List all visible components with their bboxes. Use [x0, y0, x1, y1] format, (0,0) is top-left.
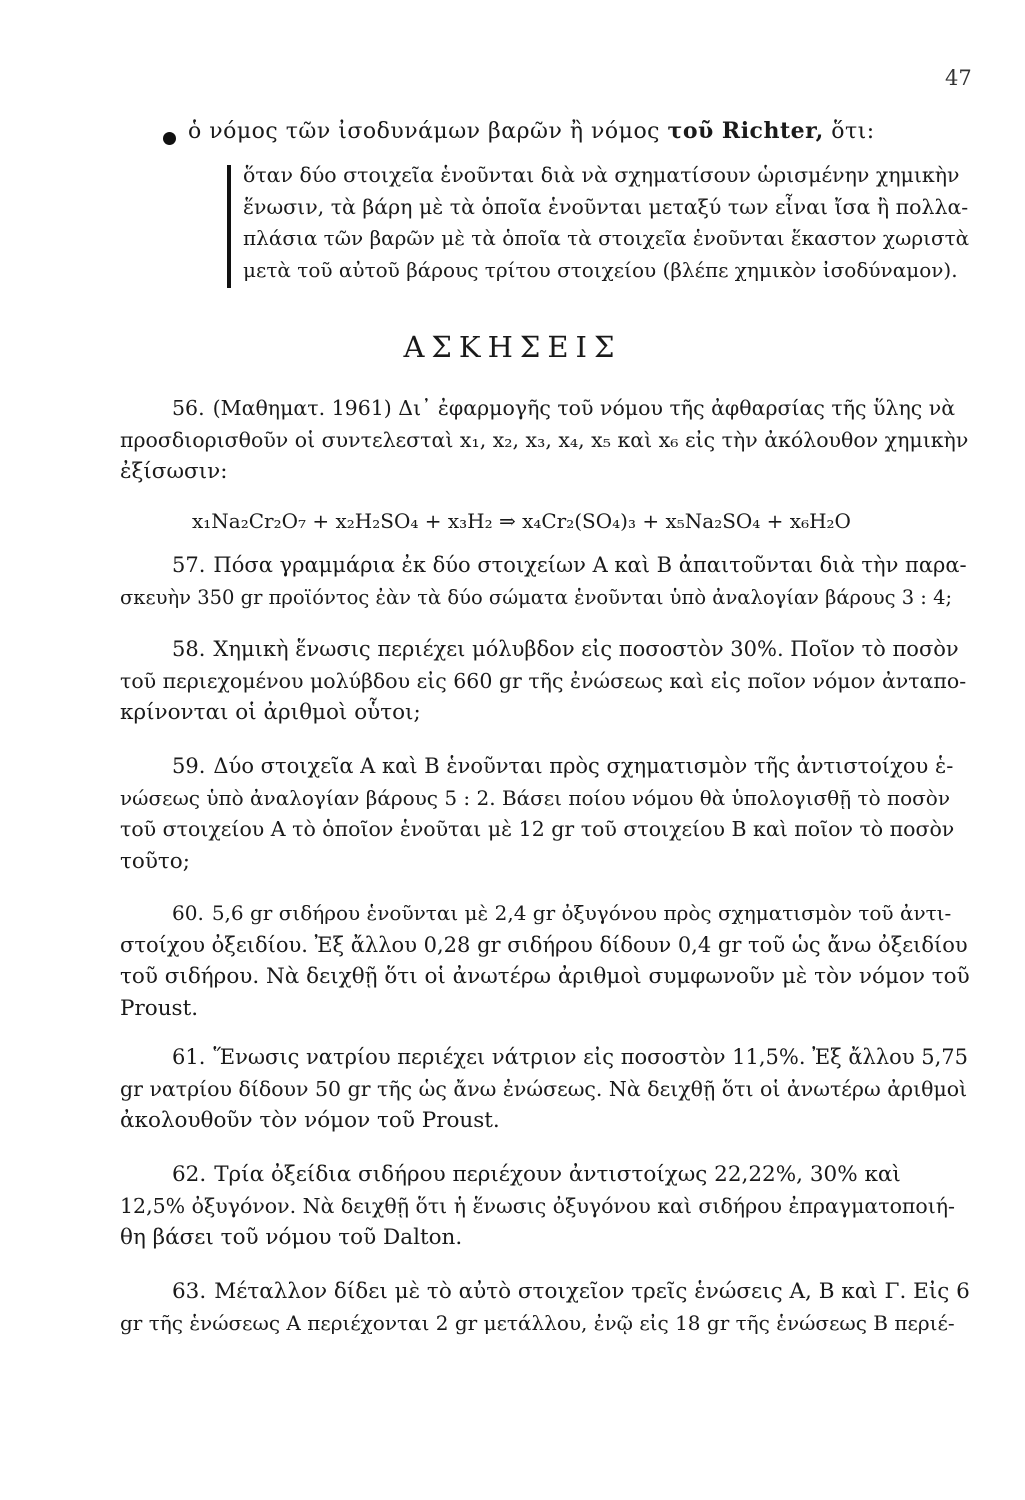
exercise-number: 56.	[172, 396, 205, 420]
law-line: μετὰ τοῦ αὐτοῦ βάρους τρίτου στοιχείου (βλέπε χημικὸν ἰσοδύναμον).	[243, 257, 958, 282]
bullet-icon	[163, 132, 176, 145]
exercise-line: τοῦτο;	[120, 848, 190, 874]
exercise-line: Τρία ὀξείδια σιδήρου περιέχουν ἀντιστοίχως 22,22%, 30% καὶ	[214, 1162, 901, 1187]
law-statement	[243, 160, 973, 286]
exercise-line: Πόσα γραμμάρια ἐκ δύο στοιχείων Α καὶ Β ἀπαιτοῦνται διὰ τὴν παρα-	[213, 553, 967, 577]
exercise-line: σκευὴν 350 gr προϊόντος ἐὰν τὰ δύο σώματα ἑνοῦνται ὑπὸ ἀναλογίαν βάρους 3 : 4;	[120, 585, 953, 609]
exercise-line: gr τῆς ἑνώσεως Α περιέχονται 2 gr μετάλλου, ἐνῷ εἰς 18 gr τῆς ἑνώσεως Β περιέ-	[120, 1310, 955, 1335]
law-line: πλάσια τῶν βαρῶν μὲ τὰ ὁποῖα τὰ στοιχεῖα ἑνοῦνται ἕκαστον χωριστὰ	[243, 226, 970, 250]
exercise-line: Proust.	[120, 995, 199, 1021]
exercise-number: 60.	[172, 901, 204, 925]
exercise-63	[120, 1276, 970, 1339]
exercise-number: 58.	[172, 637, 206, 661]
exercise-line: τοῦ περιεχομένου μολύβδου εἰς 660 gr τῆς ἐνώσεως καὶ εἰς ποῖον νόμον ἀνταπο-	[120, 668, 967, 693]
exercise-number: 61.	[172, 1045, 206, 1069]
exercise-line: στοίχου ὀξειδίου. Ἐξ ἄλλου 0,28 gr σιδήρου δίδουν 0,4 gr τοῦ ὡς ἄνω ὀξειδίου	[120, 932, 968, 957]
law-line: ἕνωσιν, τὰ βάρη μὲ τὰ ὁποῖα ἑνοῦνται μεταξύ των εἶναι ἴσα ἢ πολλα-	[243, 194, 969, 219]
chemical-equation: x₁Na₂Cr₂O₇ + x₂H₂SO₄ + x₃H₂ ⇒ x₄Cr₂(SO₄)₃ + x₅Na₂SO₄ + x₆H₂O	[192, 508, 851, 533]
exercise-number: 63.	[172, 1279, 207, 1304]
exercise-61	[120, 1042, 970, 1137]
exercise-59	[120, 751, 970, 877]
exercise-line: 12,5% ὀξυγόνον. Νὰ δειχθῇ ὅτι ἡ ἕνωσις ὀξυγόνου καὶ σιδήρου ἐπραγματοποιή-	[120, 1193, 955, 1218]
section-title: ΑΣΚΗΣΕΙΣ	[403, 330, 622, 364]
exercise-line: ἀκολουθοῦν τὸν νόμον τοῦ Proust.	[120, 1108, 500, 1133]
law-heading-suffix: ὅτι:	[823, 119, 875, 144]
exercise-line: gr νατρίου δίδουν 50 gr τῆς ὡς ἄνω ἐνώσεως. Νὰ δειχθῇ ὅτι οἱ ἀνωτέρω ἀριθμοὶ	[120, 1076, 968, 1101]
exercise-number: 59.	[172, 754, 206, 778]
exercise-line: τοῦ σιδήρου. Νὰ δειχθῇ ὅτι οἱ ἀνωτέρω ἀριθμοὶ συμφωνοῦν μὲ τὸν νόμον τοῦ	[120, 964, 970, 989]
exercise-line: προσδιορισθοῦν οἱ συντελεσταὶ x₁, x₂, x₃, x₄, x₅ καὶ x₆ εἰς τὴν ἀκόλουθον χημικὴν	[120, 427, 969, 452]
law-vertical-bar	[227, 165, 231, 288]
exercise-line: 5,6 gr σιδήρου ἑνοῦνται μὲ 2,4 gr ὀξυγόνου πρὸς σχηματισμὸν τοῦ ἀντι-	[211, 901, 952, 925]
exercise-57	[120, 550, 970, 613]
exercise-line: κρίνονται οἱ ἀριθμοὶ οὗτοι;	[120, 700, 421, 725]
page-number: 47	[945, 66, 972, 90]
exercise-line: νώσεως ὑπὸ ἀναλογίαν βάρους 5 : 2. Βάσει ποίου νόμου θὰ ὑπολογισθῇ τὸ ποσὸν	[120, 785, 950, 810]
exercise-line: Χημικὴ ἕνωσις περιέχει μόλυβδον εἰς ποσοστὸν 30%. Ποῖον τὸ ποσὸν	[213, 637, 959, 661]
exercise-line: ἐξίσωσιν:	[120, 459, 228, 484]
law-heading-name: τοῦ Richter,	[667, 118, 824, 144]
law-line: ὅταν δύο στοιχεῖα ἑνοῦνται διὰ νὰ σχηματίσουν ὡρισμένην χημικὴν	[243, 163, 960, 187]
exercise-line: Μέταλλον δίδει μὲ τὸ αὐτὸ στοιχεῖον τρεῖς ἑνώσεις Α, Β καὶ Γ. Εἰς 6	[214, 1279, 970, 1304]
exercise-60	[120, 898, 970, 1024]
exercise-58	[120, 634, 970, 729]
exercise-line: Ἕνωσις νατρίου περιέχει νάτριον εἰς ποσοστὸν 11,5%. Ἐξ ἄλλου 5,75	[213, 1045, 969, 1069]
exercise-number: 62.	[172, 1162, 207, 1187]
law-heading	[188, 118, 875, 144]
exercise-62	[120, 1159, 970, 1254]
exercise-line: θη βάσει τοῦ νόμου τοῦ Dalton.	[120, 1225, 463, 1250]
law-heading-prefix: ὁ νόμος τῶν ἰσοδυνάμων βαρῶν ἢ νόμος	[188, 119, 668, 144]
exercise-line: Δύο στοιχεῖα Α καὶ Β ἑνοῦνται πρὸς σχηματισμὸν τῆς ἀντιστοίχου ἑ-	[213, 754, 954, 778]
exercise-56	[120, 393, 970, 537]
exercise-line: (Μαθηματ. 1961) Δι᾿ ἐφαρμογῆς τοῦ νόμου τῆς ἀφθαρσίας τῆς ὕλης νὰ	[212, 396, 956, 420]
exercise-number: 57.	[172, 553, 206, 577]
exercise-line: τοῦ στοιχείου Α τὸ ὁποῖον ἑνοῦται μὲ 12 gr τοῦ στοιχείου Β καὶ ποῖον τὸ ποσὸν	[120, 817, 955, 841]
